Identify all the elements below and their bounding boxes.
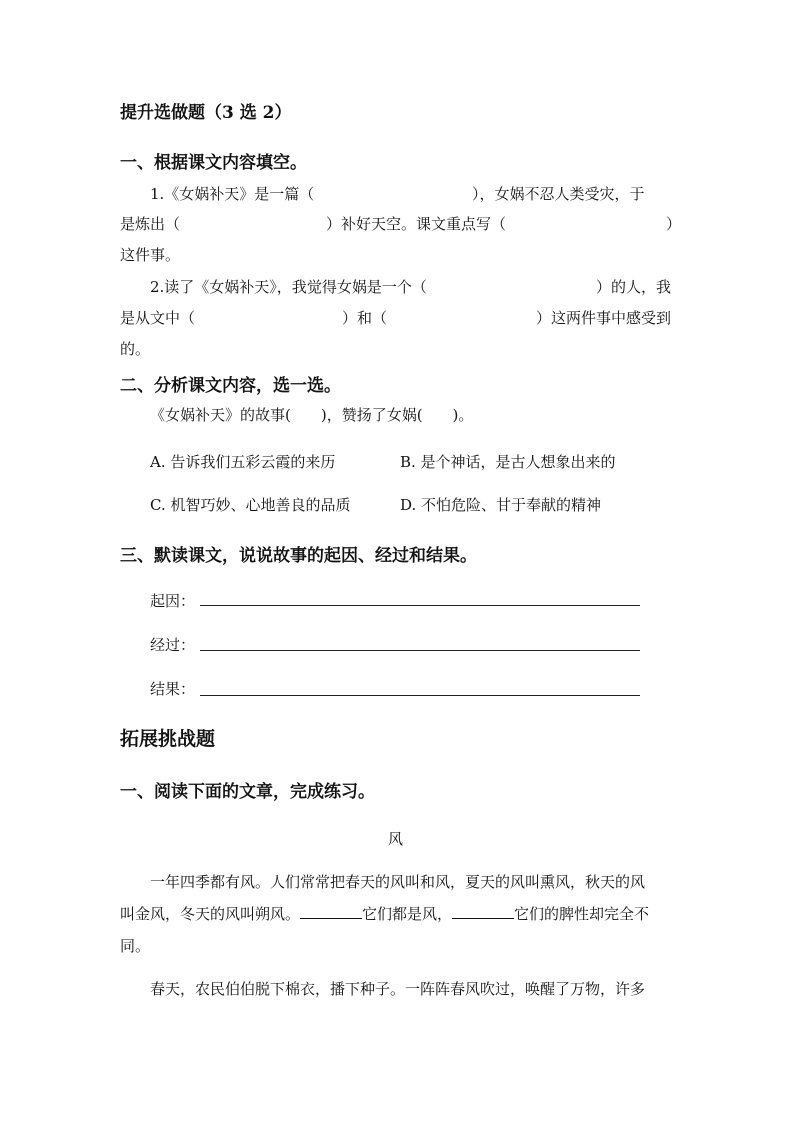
q2-stem: 《女娲补天》的故事( )，赞扬了女娲( )。 [150,406,474,424]
q1-item2-part1: 2.读了《女娲补天》，我觉得女娲是一个（ [150,278,427,296]
q2-option-b: B. 是个神话，是古人想象出来的 [400,453,616,471]
article-blank-1[interactable] [300,906,362,919]
article-para1-line3: 同。 [120,937,151,955]
q2-option-a: A. 告诉我们五彩云霞的来历 [150,453,336,471]
q3-answer-line-cause[interactable] [200,605,640,606]
q3-field-label-cause: 起因： [150,592,196,610]
article-para1-line1: 一年四季都有风。人们常常把春天的风叫和风，夏天的风叫熏风，秋天的风 [150,873,646,891]
article-para2-line1: 春天，农民伯伯脱下棉衣，播下种子。一阵阵春风吹过，唤醒了万物，许多 [150,980,646,998]
q1-item1-part1: 1.《女娲补天》是一篇（ [150,185,315,203]
q2-option-c: C. 机智巧妙、心地善良的品质 [150,496,351,514]
q3-field-label-result: 结果： [150,680,196,698]
q2-option-d: D. 不怕危险、甘于奉献的精神 [400,496,602,514]
q1-item2-part5: ）这两件事中感受到 [536,309,672,327]
q1-item2-part2: ）的人，我 [596,278,672,296]
q1-item1-part5: ） [666,215,682,233]
q1-item2-part4: ）和（ [342,309,388,327]
section-title-challenge: 拓展挑战题 [120,728,216,750]
article-blank-2[interactable] [452,906,514,919]
q3-answer-line-result[interactable] [200,695,640,696]
section-title-advanced: 提升选做题（3 选 2） [120,103,292,123]
article-title: 风 [388,830,404,848]
q1-item2-part6: 的。 [120,340,151,358]
question-1-heading: 一、根据课文内容填空。 [120,153,307,173]
q1-item1-part4: ）补好天空。课文重点写（ [326,215,507,233]
q1-item1-part6: 这件事。 [120,246,181,264]
q1-item1-part3: 是炼出（ [120,215,181,233]
question-3-heading: 三、默读课文，说说故事的起因、经过和结果。 [120,546,477,566]
q3-field-label-process: 经过： [150,636,196,654]
article-para1-line2 [120,903,649,924]
q1-item1-part2: ），女娲不忍人类受灾，于 [472,185,645,203]
article-para1-line2-end: 它们的脾性却完全不 [514,905,650,923]
q1-item2-part3: 是从文中（ [120,309,196,327]
reading-question-heading: 一、阅读下面的文章，完成练习。 [120,782,375,802]
article-para1-line2-start: 叫金风，冬天的风叫朔风。 [120,905,301,923]
article-para1-line2-middle: 它们都是风， [362,905,453,923]
question-2-heading: 二、分析课文内容，选一选。 [120,376,341,396]
q3-answer-line-process[interactable] [200,650,640,651]
